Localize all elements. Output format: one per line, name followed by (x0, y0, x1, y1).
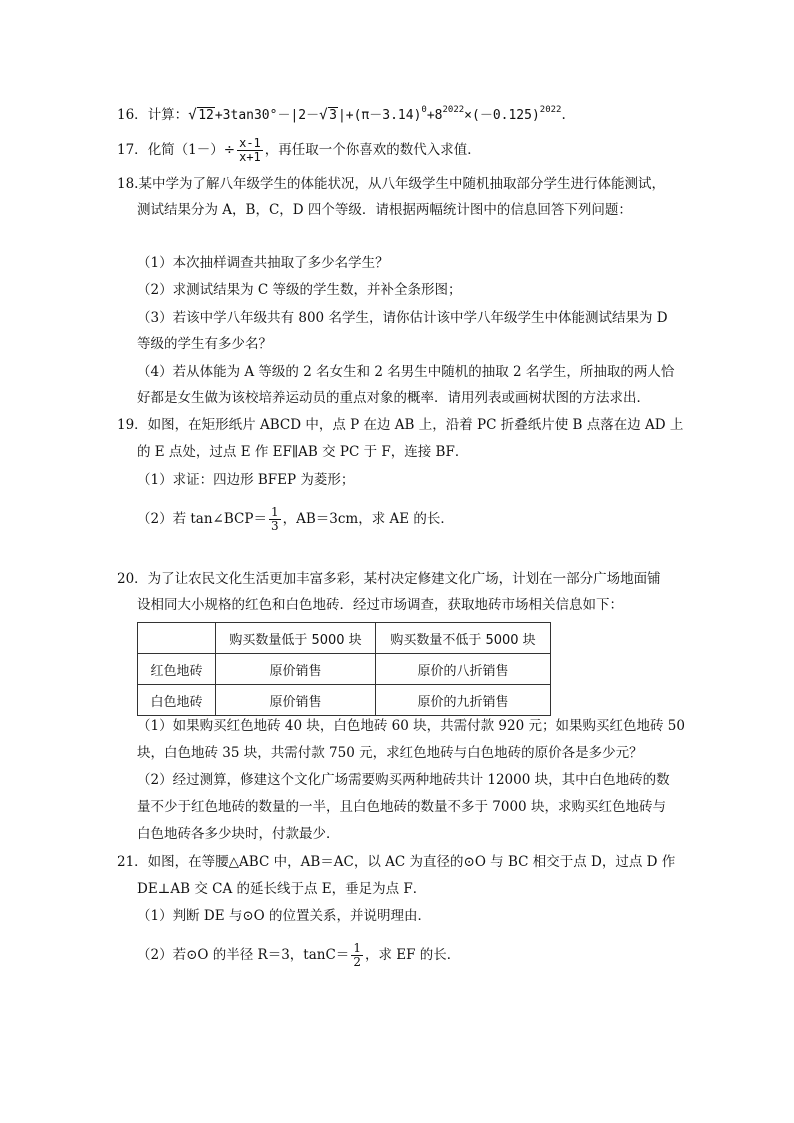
table-header-cell: 购买数量低于 5000 块 (216, 623, 376, 654)
q16-term-product: ×(－0.125) (464, 108, 540, 123)
q16-sqrt-3: √ 3 (319, 107, 338, 125)
table-cell: 红色地砖 (138, 654, 216, 685)
q16-exp-a: 2022 (442, 105, 465, 115)
q19-part-2 (137, 506, 454, 533)
q16-term-pi: +(π－3.14) (345, 108, 422, 123)
q19-part-2-lead: （2）若 tan∠BCP＝ (137, 511, 267, 527)
q21-part-2-lead: （2）若⊙O 的半径 R＝3，tanC＝ (137, 947, 350, 963)
q20-part-2c: 白色地砖各多少块时，付款最少． (137, 826, 340, 842)
table-header-row (138, 623, 551, 654)
q16-term-eight: +8 (426, 108, 443, 123)
q16-exp-b: 2022 (539, 105, 562, 115)
q21-fraction: $\frac{1}{2}$ (353, 941, 361, 969)
q18-line-1: 18.某中学为了解八年级学生的体能状况，从八年级学生中随机抽取部分学生进行体能测试， (117, 176, 665, 192)
q16-abs-close: | (337, 108, 346, 123)
q20-line-1: 20．为了让农民文化生活更加丰富多彩，某村决定修建文化广场，计划在一部分广场地面铺 (117, 571, 661, 587)
q18-part-2: （2）求测试结果为 C 等级的学生数，并补全条形图； (137, 282, 462, 298)
q16-sqrt-12: √ 12 (188, 107, 215, 125)
table-cell: 原价的八折销售 (376, 654, 551, 685)
q16-end: . (561, 107, 566, 123)
q18-line-2: 测试结果分为 A，B，C，D 四个等级．请根据两幅统计图中的信息回答下列问题： (137, 202, 632, 218)
q21-part-1: （1）判断 DE 与⊙O 的位置关系，并说明理由． (137, 908, 432, 924)
q17-number: 17． (117, 142, 148, 158)
q19-line-2: 的 E 点处，过点 E 作 EF∥AB 交 PC 于 F，连接 BF． (137, 444, 469, 460)
q21-line-2: DE⊥AB 交 CA 的延长线于点 E，垂足为点 F． (137, 881, 427, 897)
table-cell: 原价销售 (216, 685, 376, 716)
table-cell: 原价的九折销售 (376, 685, 551, 716)
q20-part-1b: 块，白色地砖 35 块，共需付款 750 元，求红色地砖与白色地砖的原价各是多少元？ (137, 745, 643, 761)
q19-part-1: （1）求证：四边形 BFEP 为菱形； (137, 472, 355, 488)
q16-term-tan: +3tan30°－ (214, 108, 291, 123)
q20-line-2: 设相同大小规格的红色和白色地砖．经过市场调查，获取地砖市场相关信息如下： (137, 597, 623, 613)
question-16 (117, 101, 566, 125)
q18-part-1: （1）本次抽样调查共抽取了多少名学生？ (137, 255, 389, 271)
table-row (138, 654, 551, 685)
price-table (137, 622, 551, 716)
table-row (138, 685, 551, 716)
table-cell: 白色地砖 (138, 685, 216, 716)
q18-part-4a: （4）若从体能为 A 等级的 2 名女生和 2 名男生中随机的抽取 2 名学生，所抽取的两人恰 (137, 364, 675, 380)
q21-part-2 (137, 942, 460, 969)
q20-part-2b: 量不少于红色地砖的数量的一半，且白色地砖的数量不多于 7000 块，求购买红色地砖与 (137, 799, 666, 815)
q17-fraction: $\frac{x-1}{x+1}$ (239, 136, 261, 164)
q17-tail: ，再任取一个你喜欢的数代入求值． (264, 142, 481, 158)
q18-part-4b: 好都是女生做为该校培养运动员的重点对象的概率．请用列表或画树状图的方法求出． (137, 390, 650, 406)
question-17 (117, 137, 481, 164)
q21-part-2-tail: ，求 EF 的长． (364, 947, 461, 963)
q16-number: 16． (117, 107, 148, 123)
q16-lead: 计算： (147, 107, 189, 123)
q16-exp-zero: 0 (421, 105, 427, 115)
q16-abs-open: |2－ (290, 108, 320, 123)
q21-line-1: 21．如图，在等腰△ABC 中，AB＝AC，以 AC 为直径的⊙O 与 BC 相交于点 D，过点 D 作 (117, 854, 676, 870)
q19-fraction: $\frac{1}{3}$ (270, 505, 279, 533)
q20-part-2a: （2）经过测算，修建这个文化广场需要购买两种地砖共计 12000 块，其中白色地砖的数 (137, 772, 670, 788)
q20-part-1a: （1）如果购买红色地砖 40 块，白色地砖 60 块，共需付款 920 元；如果购买红色地砖 50 (137, 718, 685, 734)
q19-part-2-tail: ，AB＝3cm，求 AE 的长． (282, 511, 454, 527)
table-header-cell: 购买数量不低于 5000 块 (376, 623, 551, 654)
q18-part-3b: 等级的学生有多少名？ (137, 336, 272, 352)
q19-line-1: 19．如图，在矩形纸片 ABCD 中，点 P 在边 AB 上，沿着 PC 折叠纸片使 B 点落在边 AD 上 (117, 417, 684, 433)
q18-part-3a: （3）若该中学八年级共有 800 名学生，请你估计该中学八年级学生中体能测试结果为 D (137, 310, 668, 326)
table-header-cell (138, 623, 216, 654)
q17-lead: 化简（1－）÷ (147, 142, 236, 158)
table-cell: 原价销售 (216, 654, 376, 685)
